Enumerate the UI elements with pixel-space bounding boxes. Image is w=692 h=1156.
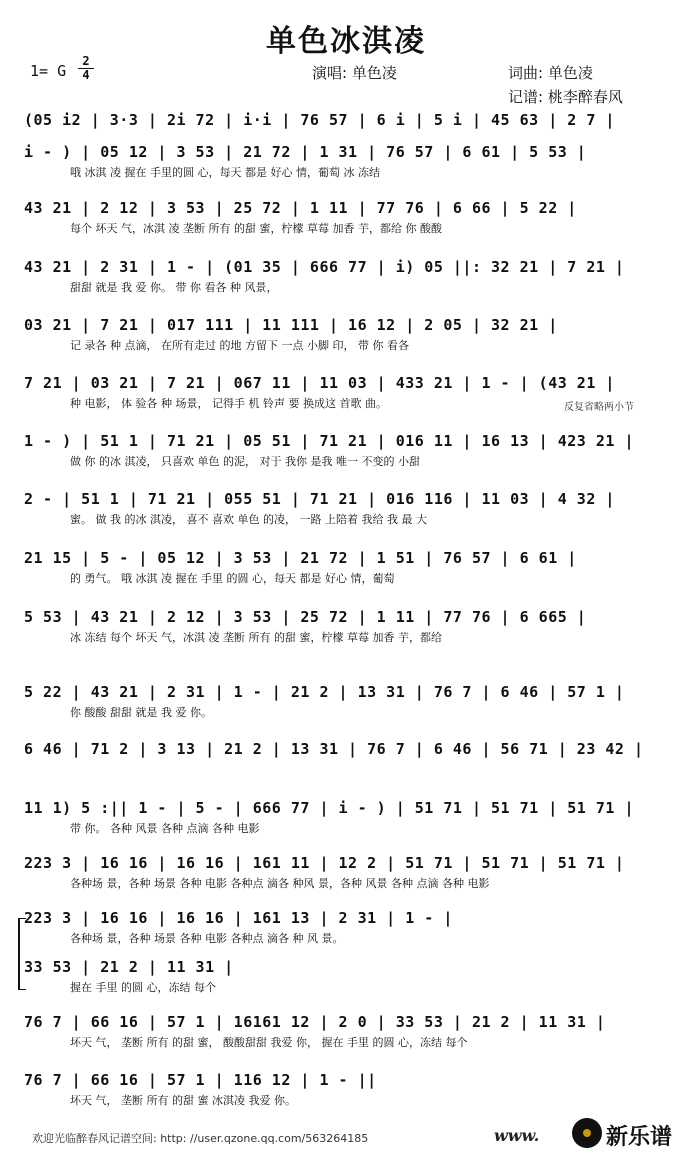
score-row bbox=[24, 955, 664, 997]
lyrics-line: 坏天 气， 垄断 所有 的甜 蜜 冰淇凌 我爱 你。 bbox=[70, 1094, 296, 1107]
notes-line: 1 - ) | 51 1 | 71 21 | 05 51 | 71 21 | 016 11 | 16 13 | 423 21 | bbox=[24, 432, 634, 450]
logo-www: www. bbox=[494, 1126, 540, 1145]
score-row bbox=[24, 906, 664, 948]
lyrics-line: 蜜。 做 我 的冰 淇凌， 喜不 喜欢 单色 的凌， 一路 上陪着 我给 我 最 大 bbox=[70, 513, 427, 526]
score-row bbox=[24, 546, 664, 588]
score-row bbox=[24, 429, 664, 471]
notes-line: 43 21 | 2 12 | 3 53 | 25 72 | 1 11 | 77 76 | 6 66 | 5 22 | bbox=[24, 199, 577, 217]
score-row bbox=[24, 737, 664, 779]
lyrics-line: 冰 冻结 每个 坏天 气，冰淇 凌 垄断 所有 的甜 蜜，柠檬 草莓 加香 芋，都给 bbox=[70, 631, 442, 644]
meter-bottom: 4 bbox=[82, 68, 90, 82]
score-row bbox=[24, 851, 664, 893]
lyrics-line: 各种场 景，各种 场景 各种 电影 各种点 滴各 种 风 景。 bbox=[70, 932, 344, 945]
notes-line: (05 i2 | 3·3 | 2i 72 | i·i | 76 57 | 6 i | 5 i | 45 63 | 2 7 | bbox=[24, 111, 615, 129]
score-row bbox=[24, 487, 664, 529]
lyrics-line: 哦 冰淇 凌 握在 手里的圆 心，每天 都是 好心 情，葡萄 冰 冻结 bbox=[70, 166, 380, 179]
lyrics-line: 各种场 景，各种 场景 各种 电影 各种点 滴各 种风 景，各种 风景 各种 点滴 各种 电影 bbox=[70, 877, 490, 890]
lyrics-line: 甜甜 就是 我 爱 你。 带 你 看各 种 风景， bbox=[70, 281, 278, 294]
notes-line: 76 7 | 66 16 | 57 1 | 16161 12 | 2 0 | 33 53 | 21 2 | 11 31 | bbox=[24, 1013, 606, 1031]
lyrics-line: 的 勇气。 哦 冰淇 凌 握在 手里 的圆 心，每天 都是 好心 情，葡萄 bbox=[70, 572, 395, 585]
score-row bbox=[24, 140, 664, 182]
notes-line: 5 22 | 43 21 | 2 31 | 1 - | 21 2 | 13 31 | 76 7 | 6 46 | 57 1 | bbox=[24, 683, 625, 701]
logo-brand: 新乐谱 bbox=[606, 1125, 673, 1150]
lyrics-line: 做 你 的冰 淇凌， 只喜欢 单色 的泥， 对于 我你 是我 唯一 不变的 小甜 bbox=[70, 455, 420, 468]
notes-line: 223 3 | 16 16 | 16 16 | 161 13 | 2 31 | 1 - | bbox=[24, 909, 453, 927]
lyrics-line: 坏天 气， 垄断 所有 的甜 蜜， 酸酸甜甜 我爱 你， 握在 手里 的圆 心，冻结 每个 bbox=[70, 1036, 468, 1049]
lyrics-line: 带 你。 各种 风景 各种 点滴 各种 电影 bbox=[70, 822, 260, 835]
time-signature bbox=[78, 56, 94, 81]
song-title: 单色冰淇凌 bbox=[266, 24, 426, 59]
notes-line: 2 - | 51 1 | 71 21 | 055 51 | 71 21 | 016 116 | 11 03 | 4 32 | bbox=[24, 490, 615, 508]
lyrics-line bbox=[24, 761, 664, 779]
score-row bbox=[24, 313, 664, 355]
notes-line: i - ) | 05 12 | 3 53 | 21 72 | 1 31 | 76 57 | 6 61 | 5 53 | bbox=[24, 143, 587, 161]
notes-line: 223 3 | 16 16 | 16 16 | 161 11 | 12 2 | 51 71 | 51 71 | 51 71 | bbox=[24, 854, 625, 872]
transcriber-credit: 记谱: 桃李醉春风 bbox=[508, 88, 623, 106]
notes-line: 21 15 | 5 - | 05 12 | 3 53 | 21 72 | 1 51 | 76 57 | 6 61 | bbox=[24, 549, 577, 567]
record-disc-icon bbox=[572, 1118, 602, 1148]
score-row bbox=[24, 255, 664, 297]
repeat-note: 反复省略两小节 bbox=[564, 402, 634, 413]
score-row bbox=[24, 1068, 664, 1110]
score-row bbox=[24, 196, 664, 238]
lyrics-line: 握在 手里 的圆 心，冻结 每个 bbox=[70, 981, 216, 994]
meter-top: 2 bbox=[82, 54, 90, 68]
key-signature: 1= G bbox=[30, 62, 67, 80]
singer-credit: 演唱: 单色凌 bbox=[312, 64, 397, 82]
score-row bbox=[24, 796, 664, 838]
lyrics-line: 你 酸酸 甜甜 就是 我 爱 你。 bbox=[70, 706, 212, 719]
system-brace bbox=[18, 918, 26, 990]
notes-line: 76 7 | 66 16 | 57 1 | 116 12 | 1 - || bbox=[24, 1071, 377, 1089]
score-row bbox=[24, 605, 664, 647]
footer-text: 欢迎光临醉春风记谱空间: http: //user.qzone.qq.com/563264185 bbox=[32, 1132, 369, 1145]
lyrics-line: 记 录各 种 点滴， 在所有走过 的地 方留下 一点 小脚 印， 带 你 看各 bbox=[70, 339, 409, 352]
lyrics-line: 种 电影， 体 验各 种 场景， 记得手 机 铃声 要 换成这 首歌 曲。 bbox=[70, 397, 387, 410]
notes-line: 33 53 | 21 2 | 11 31 | bbox=[24, 958, 234, 976]
notes-line: 5 53 | 43 21 | 2 12 | 3 53 | 25 72 | 1 11 | 77 76 | 6 665 | bbox=[24, 608, 587, 626]
notes-line: 7 21 | 03 21 | 7 21 | 067 11 | 11 03 | 433 21 | 1 - | (43 21 | bbox=[24, 374, 615, 392]
notes-line: 03 21 | 7 21 | 017 111 | 11 111 | 16 12 | 2 05 | 32 21 | bbox=[24, 316, 558, 334]
site-logo bbox=[494, 1114, 684, 1152]
composer-credit: 词曲: 单色凌 bbox=[508, 64, 593, 82]
score-row bbox=[24, 680, 664, 722]
score-row bbox=[24, 1010, 664, 1052]
notes-line: 6 46 | 71 2 | 3 13 | 21 2 | 13 31 | 76 7 | 6 46 | 56 71 | 23 42 | bbox=[24, 740, 644, 758]
notes-line: 43 21 | 2 31 | 1 - | (01 35 | 666 77 | i) 05 ||: 32 21 | 7 21 | bbox=[24, 258, 625, 276]
lyrics-line: 每个 坏天 气，冰淇 凌 垄断 所有 的甜 蜜，柠檬 草莓 加香 芋，都给 你 酸酸 bbox=[70, 222, 442, 235]
notes-line: 11 1) 5 :|| 1 - | 5 - | 666 77 | i - ) | 51 71 | 51 71 | 51 71 | bbox=[24, 799, 634, 817]
